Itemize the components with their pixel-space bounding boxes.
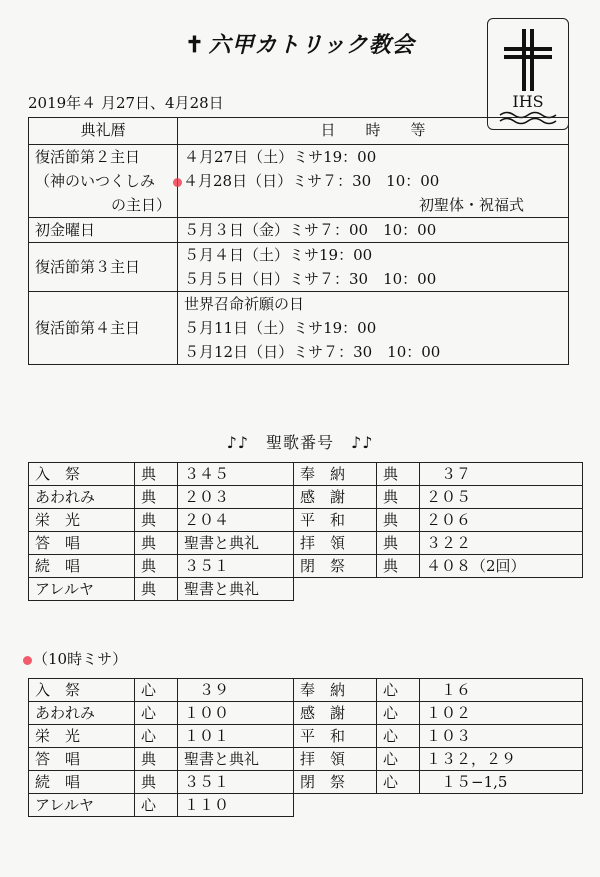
schedule-header: 典礼暦 [29, 118, 178, 145]
table-row [29, 509, 583, 532]
marker-dot [173, 178, 182, 187]
hymn-cell: ２０６ [420, 509, 583, 532]
hymn-cell: ３５１ [178, 555, 294, 578]
hymn-cell: 奉 納 [294, 679, 377, 702]
schedule-line: ５月12日（日）ミサ７：30 10：00 [184, 343, 441, 361]
table-row [29, 486, 583, 509]
hymn-cell: アレルヤ [29, 794, 135, 817]
table-row [29, 771, 583, 794]
hymn-cell: 心 [377, 679, 420, 702]
hymn-cell: ３７ [420, 463, 583, 486]
hymn-cell: 続 唱 [29, 555, 135, 578]
hymn-cell: 聖書と典礼 [178, 578, 294, 601]
hymn-cell: ４０８（2回） [420, 555, 583, 578]
table-row [29, 292, 569, 365]
hymn-cell [294, 578, 377, 601]
schedule-line: 初聖体・祝福式 [418, 196, 524, 214]
hymn-cell: 心 [377, 702, 420, 725]
hymn-cell [377, 578, 420, 601]
hymn-cell: 典 [377, 463, 420, 486]
ten-oclock-note [22, 648, 127, 669]
hymn-cell: 入 祭 [29, 463, 135, 486]
hymn-cell: １５−1,5 [420, 771, 583, 794]
hymn-title: ♪♪ 聖歌番号 ♪♪ [226, 433, 374, 452]
hymn-cell: 心 [377, 748, 420, 771]
schedule-header: 日 時 等 [178, 118, 569, 145]
hymn-cell: 平 和 [294, 725, 377, 748]
hymn-cell: １０３ [420, 725, 583, 748]
hymn-cell: ２０５ [420, 486, 583, 509]
table-row [29, 463, 583, 486]
table-row [29, 794, 583, 817]
hymn-cell: 典 [135, 555, 178, 578]
hymn-cell: ３４５ [178, 463, 294, 486]
hymn-cell: １１０ [178, 794, 294, 817]
hymn-cell: ２０３ [178, 486, 294, 509]
hymn-cell: ３２２ [420, 532, 583, 555]
schedule-table [28, 117, 569, 365]
hymn-cell [420, 578, 583, 601]
logo-text: IHS [512, 92, 544, 111]
hymn-cell: 心 [135, 725, 178, 748]
table-row [29, 578, 583, 601]
hymn-cell: １０１ [178, 725, 294, 748]
hymn-cell [294, 794, 377, 817]
hymn-cell: 心 [135, 702, 178, 725]
table-row [29, 702, 583, 725]
hymn-cell: 心 [135, 794, 178, 817]
table-row [29, 679, 583, 702]
hymn-cell: 拝 領 [294, 748, 377, 771]
hymn-cell: 心 [377, 725, 420, 748]
hymn-cell: １３２，２９ [420, 748, 583, 771]
table-row [29, 555, 583, 578]
hymn-cell: １６ [420, 679, 583, 702]
hymn-cell: 典 [135, 771, 178, 794]
hymn-cell: １０２ [420, 702, 583, 725]
liturgy-name: （神のいつくしみ [35, 172, 156, 190]
liturgy-name: の主日） [110, 196, 171, 214]
hymn-cell: あわれみ [29, 702, 135, 725]
table-row [29, 243, 569, 292]
hymn-cell: 典 [135, 486, 178, 509]
hymn-cell: ３５１ [178, 771, 294, 794]
hymn-cell: 感 謝 [294, 486, 377, 509]
liturgy-name: 復活節第４主日 [35, 319, 141, 337]
hymn-cell: あわれみ [29, 486, 135, 509]
hymn-cell: １００ [178, 702, 294, 725]
marker-dot [23, 656, 32, 665]
schedule-line: ４月28日（日）ミサ７：30 10：00 [183, 172, 440, 190]
hymn-cell: ３９ [178, 679, 294, 702]
table-row [29, 725, 583, 748]
hymn-cell: 心 [135, 679, 178, 702]
liturgy-name: 復活節第２主日 [35, 148, 141, 166]
hymn-cell: 拝 領 [294, 532, 377, 555]
hymn-cell: 典 [377, 486, 420, 509]
hymn-cell: 典 [377, 509, 420, 532]
schedule-line: ４月27日（土）ミサ19：00 [184, 148, 377, 166]
hymn-cell: 聖書と典礼 [178, 532, 294, 555]
liturgy-name: 復活節第３主日 [35, 258, 141, 276]
hymn-cell: 栄 光 [29, 725, 135, 748]
ihs-logo [487, 18, 569, 130]
hymn-cell: アレルヤ [29, 578, 135, 601]
hymn-cell: 典 [135, 748, 178, 771]
table-row [29, 145, 569, 218]
hymn-cell: 聖書と典礼 [178, 748, 294, 771]
schedule-line: ５月５日（日）ミサ７：30 10：00 [184, 270, 437, 288]
cross-icon: ✝ [185, 32, 205, 58]
hymn-cell: 典 [135, 509, 178, 532]
hymn-cell: 入 祭 [29, 679, 135, 702]
hymn-cell [420, 794, 583, 817]
schedule-line: ５月３日（金）ミサ７：00 10：00 [184, 221, 437, 239]
hymn-cell: ２０４ [178, 509, 294, 532]
hymn-cell: 典 [135, 463, 178, 486]
table-row [29, 532, 583, 555]
schedule-line: ５月11日（土）ミサ19：00 [184, 319, 377, 337]
hymn-cell [377, 794, 420, 817]
church-name: 六甲カトリック教会 [208, 32, 415, 58]
hymn-cell: 心 [377, 771, 420, 794]
schedule-line: ５月４日（土）ミサ19：00 [184, 246, 373, 264]
hymn-cell: 典 [377, 555, 420, 578]
hymn-cell: 閉 祭 [294, 771, 377, 794]
hymn-cell: 奉 納 [294, 463, 377, 486]
hymn-cell: 続 唱 [29, 771, 135, 794]
table-row [29, 218, 569, 243]
hymn-table-10am [28, 678, 583, 817]
hymn-cell: 答 唱 [29, 532, 135, 555]
table-row [29, 748, 583, 771]
hymn-cell: 典 [135, 532, 178, 555]
hymn-table-main [28, 462, 583, 601]
hymn-cell: 典 [135, 578, 178, 601]
hymn-cell: 閉 祭 [294, 555, 377, 578]
ten-oclock-label: （10時ミサ） [33, 650, 128, 668]
hymn-cell: 感 謝 [294, 702, 377, 725]
hymn-cell: 典 [377, 532, 420, 555]
liturgy-name: 初金曜日 [35, 221, 96, 239]
hymn-cell: 栄 光 [29, 509, 135, 532]
hymn-cell: 平 和 [294, 509, 377, 532]
hymn-cell: 答 唱 [29, 748, 135, 771]
schedule-line: 世界召命祈願の日 [184, 295, 305, 313]
date-range: 2019年４ 月27日、4月28日 [28, 94, 224, 112]
